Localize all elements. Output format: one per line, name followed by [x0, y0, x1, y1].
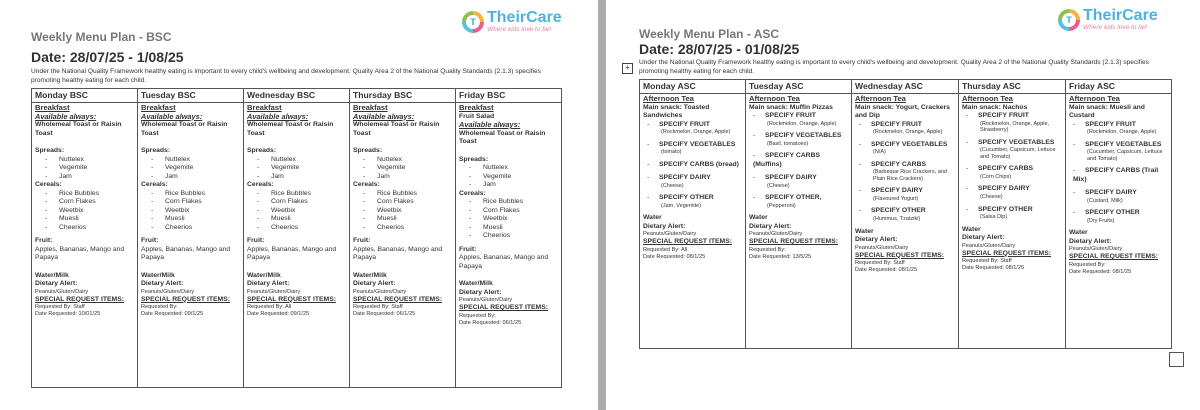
specify-fruit: - SPECIFY FRUIT [647, 121, 742, 130]
special-request: SPECIAL REQUEST ITEMS: [1069, 253, 1158, 261]
day-cell [138, 103, 244, 388]
specify-vegetables-detail: (tomato) [661, 149, 682, 156]
main-snack: Main snack: Muesli and Custard [1069, 103, 1145, 119]
day-header: Wednesday ASC [852, 80, 959, 94]
specify-vegetables-detail: (Cucumber, Capsicum, Lettuce and Tomato) [1087, 149, 1163, 162]
logo-brand: TheirCare [487, 9, 562, 26]
requested-by: Requested By: All [643, 246, 688, 253]
day-header: Friday ASC [1066, 80, 1172, 94]
intro-text: Under the National Quality Framework healthy eating is important to every child's wellbeing and development. Quality Area 2 of the National Quality Standards (2.1.3) specifies promoting healthy eating for each child. [31, 68, 541, 84]
available-always: Available always: [35, 111, 97, 121]
cereals-label: Cereals: [141, 181, 168, 188]
cereals-label: Cereals: [247, 181, 274, 188]
spreads-list [35, 156, 134, 182]
specify-carbs: - SPECIFY CARBS (Trail Mix) [1073, 167, 1168, 184]
special-request: SPECIAL REQUEST ITEMS: [962, 249, 1051, 257]
day-cell [244, 103, 350, 388]
allergens: Peanuts/Gluten/Dairy [1069, 246, 1123, 253]
main-snack: Main snack: Nachos [962, 103, 1028, 111]
spreads-label: Spreads: [353, 147, 383, 154]
spacer [353, 263, 452, 272]
specify-other-detail: (Hummus, Tzatziki) [873, 215, 921, 222]
specify-fruit-detail: (Rockmelon, Orange, Apple) [873, 129, 943, 135]
specify-dairy: - SPECIFY DAIRY [966, 185, 1062, 194]
cereals-list-item: - Corn Flakes [45, 198, 134, 207]
main-item: Wholemeal Toast or Raisin Toast [141, 121, 228, 137]
available-always: Available always: [459, 120, 521, 129]
meal-heading: Afternoon Tea [855, 94, 906, 103]
water-label: Water [855, 227, 874, 235]
cereals-list [35, 190, 134, 233]
date-requested: Date Requested: 09/1/25 [247, 311, 310, 317]
main-snack: Main snack: Toasted Sandwiches [643, 103, 710, 119]
fruit-text: Apples, Bananas, Mango and Papaya [353, 245, 443, 261]
specify-dairy: - SPECIFY DAIRY [647, 174, 742, 183]
date-requested: Date Requested: 08/1/25 [962, 265, 1025, 272]
available-always: Available always: [141, 111, 203, 121]
spacer [141, 263, 240, 272]
spreads-list-item: - Jam [469, 181, 558, 190]
cereals-list-item: - Cheerios [45, 224, 134, 233]
available-always: Available always: [247, 111, 309, 121]
day-header: Thursday BSC [350, 89, 456, 103]
intro-text: Under the National Quality Framework healthy eating is important to every child's wellbeing and development. Quality Area 2 of the National Quality Standards (2.1.3) specifies promoting healthy eating for each child. [639, 59, 1149, 75]
cereals-list-item: - Cheerios [469, 232, 558, 241]
cereals-list-item: - Muesli [363, 215, 452, 224]
special-request: SPECIAL REQUEST ITEMS: [643, 238, 732, 246]
cereals-list-item: - Corn Flakes [257, 198, 346, 207]
asc-page [606, 0, 1200, 410]
spreads-label: Spreads: [35, 147, 65, 154]
spreads-list [141, 156, 240, 182]
bsc-page [0, 0, 598, 410]
main-item: Wholemeal Toast or Raisin Toast [247, 121, 334, 137]
allergens: Peanuts/Gluten/Dairy [749, 231, 803, 238]
requested-by: Requested By: [749, 246, 786, 253]
main-item: Wholemeal Toast or Raisin Toast [35, 121, 122, 137]
fruit-label: Fruit: [459, 245, 477, 253]
specify-carbs-detail: (Barbeque Rice Crackers, and Plain Rice Crackers) [873, 169, 947, 182]
cereals-list [141, 190, 240, 233]
specify-carbs: - SPECIFY CARBS [859, 161, 955, 170]
spreads-list-item: - Jam [257, 173, 346, 182]
spreads-list-item: - Nuttelex [469, 164, 558, 173]
day-cell [32, 103, 138, 388]
logo-brand: TheirCare [1083, 7, 1158, 24]
specify-other: - SPECIFY OTHER [966, 206, 1062, 215]
specify-other-detail: (Salsa Dip) [980, 214, 1008, 221]
spreads-list [353, 156, 452, 182]
specify-dairy: - SPECIFY DAIRY [859, 187, 955, 196]
theircare-logo [462, 10, 562, 34]
specify-fruit-detail: (Rockmelon, Orange, Apple, Strawberry) [980, 120, 1050, 134]
specify-fruit: - SPECIFY FRUIT [966, 112, 1062, 121]
specify-other: - SPECIFY OTHER [859, 207, 955, 216]
water-label: Water [962, 225, 981, 233]
spreads-list-item: - Vegemite [151, 164, 240, 173]
fruit-text: Apples, Bananas, Mango and Papaya [247, 245, 337, 261]
spreads-list [247, 156, 346, 182]
requested-by: Requested By: Staff [353, 304, 403, 310]
specify-carbs-detail: (Corn Chips) [980, 173, 1012, 180]
specify-other: - SPECIFY OTHER, [753, 194, 848, 203]
specify-fruit: - SPECIFY FRUIT [859, 121, 955, 130]
cereals-list-item: - Cheerios [363, 224, 452, 233]
specify-fruit: - SPECIFY FRUIT [753, 112, 848, 121]
spreads-list-item: - Nuttelex [45, 156, 134, 165]
specify-dairy-detail: (Cheese) [980, 193, 1003, 200]
dietary-alert: Dietary Alert: [643, 222, 686, 230]
date-requested: Date Requested: 09/1/25 [141, 311, 204, 317]
allergens: Peanuts/Gluten/Dairy [353, 288, 407, 295]
special-request: SPECIAL REQUEST ITEMS: [353, 295, 442, 303]
bsc-menu-table [31, 88, 562, 388]
requested-by: Requested By: [1069, 261, 1106, 268]
specify-other-detail: (Dry Fruits) [1087, 217, 1115, 224]
specify-other-detail: (Jam, Vegemite) [661, 202, 702, 209]
fruit-salad: Fruit Salad [459, 112, 495, 120]
fruit-text: Apples, Bananas, Mango and Papaya [459, 254, 549, 270]
spreads-list [459, 164, 558, 190]
cereals-label: Cereals: [353, 181, 380, 188]
date-requested: Date Requested: 08/1/25 [1069, 268, 1132, 275]
asc-menu-table [639, 79, 1172, 349]
page-title: Weekly Menu Plan - ASC [639, 27, 780, 41]
allergens: Peanuts/Gluten/Dairy [459, 297, 513, 303]
water-label: Water [643, 214, 662, 222]
date-range: Date: 28/07/25 - 01/08/25 [639, 41, 800, 57]
specify-vegetables: - SPECIFY VEGETABLES [966, 139, 1062, 148]
spreads-list-item: - Jam [45, 173, 134, 182]
logo-tagline: Where kids love to be! [1083, 24, 1148, 31]
spreads-list-item: - Nuttelex [257, 156, 346, 165]
specify-vegetables-detail: (N/A) [873, 149, 886, 156]
specify-carbs: - SPECIFY CARBS (Muffins) [753, 152, 848, 169]
day-cell [640, 94, 746, 349]
specify-carbs: - SPECIFY CARBS [966, 165, 1062, 174]
spreads-list-item: - Vegemite [469, 173, 558, 182]
cereals-list [459, 198, 558, 241]
dietary-alert: Dietary Alert: [141, 280, 184, 287]
requested-by: Requested By: All [247, 304, 292, 310]
meal-heading: Afternoon Tea [962, 94, 1013, 103]
cereals-list-item: - Cheerios [151, 224, 240, 233]
specify-other-detail: (Pepperoni) [767, 202, 796, 209]
main-item: Wholemeal Toast or Raisin Toast [353, 121, 440, 137]
fruit-text: Apples, Bananas, Mango and Papaya [141, 245, 231, 261]
cereals-list-item: - Corn Flakes [363, 198, 452, 207]
cereals-list-item: - Rice Bubbles [469, 198, 558, 207]
day-header: Monday ASC [640, 80, 746, 94]
special-request: SPECIAL REQUEST ITEMS: [459, 304, 548, 311]
spacer [35, 138, 134, 147]
water-label: Water/Milk [141, 271, 175, 279]
fruit-label: Fruit: [141, 237, 159, 244]
cereals-list-item: - Weetbix [469, 215, 558, 224]
specify-fruit-detail: (Rockmelon, Orange, Apple) [767, 120, 837, 127]
day-cell [852, 94, 959, 349]
cereals-list-item: - Weetbix [363, 207, 452, 216]
cereals-list-item: - Muesli [45, 215, 134, 224]
specify-other: - SPECIFY OTHER [647, 194, 742, 203]
specify-fruit-detail: (Rockmelon, Orange, Apple) [661, 129, 731, 135]
theircare-logo-icon: T [462, 11, 484, 33]
allergens: Peanuts/Gluten/Dairy [855, 244, 909, 251]
requested-by: Requested By: [459, 312, 496, 319]
spreads-list-item: - Jam [363, 173, 452, 182]
meal-heading: Breakfast [459, 103, 494, 112]
cereals-list-item: - Weetbix [151, 207, 240, 216]
spacer [353, 138, 452, 147]
spreads-list-item: - Vegemite [45, 164, 134, 173]
cereals-list-item: - Corn Flakes [469, 207, 558, 216]
special-request: SPECIAL REQUEST ITEMS: [749, 238, 838, 246]
specify-fruit: - SPECIFY FRUIT [1073, 121, 1168, 130]
cereals-label: Cereals: [35, 181, 62, 188]
day-cell [1066, 94, 1172, 349]
spreads-list-item: - Nuttelex [363, 156, 452, 165]
allergens: Peanuts/Gluten/Dairy [247, 288, 301, 295]
day-header: Friday BSC [456, 89, 562, 103]
table-move-handle-icon[interactable]: + [622, 63, 633, 74]
specify-vegetables-detail: (Cucumber, Capsicum, Lettuce and Tomato) [980, 147, 1056, 160]
allergens: Peanuts/Gluten/Dairy [643, 231, 697, 238]
special-request: SPECIAL REQUEST ITEMS: [35, 295, 124, 303]
specify-fruit-detail: (Rockmelon, Orange, Apple) [1087, 129, 1157, 135]
spreads-list-item: - Nuttelex [151, 156, 240, 165]
cereals-list-item: - Muesli [257, 215, 346, 224]
dietary-alert: Dietary Alert: [1069, 237, 1112, 245]
day-header: Wednesday BSC [244, 89, 350, 103]
meal-heading: Afternoon Tea [1069, 94, 1120, 103]
theircare-logo-icon: T [1058, 9, 1080, 31]
fruit-text: Apples, Bananas, Mango and Papaya [35, 245, 125, 261]
fruit-label: Fruit: [35, 237, 53, 244]
day-cell [456, 103, 562, 388]
theircare-logo [1058, 8, 1158, 32]
date-requested: Date Requested: 08/1/25 [643, 253, 706, 260]
date-requested: Date Requested: 06/1/25 [459, 319, 522, 326]
water-label: Water [749, 214, 768, 222]
specify-dairy-detail: (Cheese) [661, 182, 684, 189]
specify-vegetables: - SPECIFY VEGETABLES [753, 132, 848, 141]
cereals-list [353, 190, 452, 233]
day-header: Monday BSC [32, 89, 138, 103]
day-cell [959, 94, 1066, 349]
cereals-list-item: - Muesli [151, 215, 240, 224]
special-request: SPECIAL REQUEST ITEMS: [855, 251, 944, 259]
cereals-list-item: - Muesli [469, 224, 558, 233]
special-request: SPECIAL REQUEST ITEMS: [141, 295, 230, 303]
meal-heading: Afternoon Tea [749, 94, 800, 103]
meal-heading: Breakfast [353, 103, 388, 112]
spreads-list-item: - Jam [151, 173, 240, 182]
spreads-label: Spreads: [141, 147, 171, 154]
logo-tagline: Where kids love to be! [487, 26, 552, 33]
cereals-list [247, 190, 346, 233]
cereals-list-item: - Weetbix [45, 207, 134, 216]
specify-vegetables-detail: (Basil, tomatoes) [767, 140, 809, 147]
cereals-list-item: - Weetbix [257, 207, 346, 216]
cereals-list-item: - Rice Bubbles [363, 190, 452, 199]
specify-dairy-detail: (Cheese) [767, 182, 790, 189]
dietary-alert: Dietary Alert: [749, 222, 792, 230]
meal-heading: Breakfast [247, 103, 282, 112]
water-label: Water [1069, 229, 1088, 237]
requested-by: Requested By: Staff [35, 304, 85, 310]
cereals-list-item: - Corn Flakes [151, 198, 240, 207]
dietary-alert: Dietary Alert: [855, 236, 898, 244]
specify-other: - SPECIFY OTHER [1073, 209, 1168, 218]
date-requested: Date Requested: 08/1/25 [855, 267, 918, 274]
spacer [459, 147, 558, 156]
main-item: Wholemeal Toast or Raisin Toast [459, 129, 546, 145]
fruit-label: Fruit: [247, 237, 265, 244]
spacer [247, 263, 346, 272]
cereals-list-item: - Rice Bubbles [45, 190, 134, 199]
spacer [247, 138, 346, 147]
dietary-alert: Dietary Alert: [353, 280, 396, 287]
day-header: Tuesday ASC [746, 80, 852, 94]
meal-heading: Breakfast [35, 103, 70, 112]
fruit-label: Fruit: [353, 237, 371, 244]
day-header: Thursday ASC [959, 80, 1066, 94]
main-snack: Main snack: Yogurt, Crackers and Dip [855, 103, 950, 119]
dietary-alert: Dietary Alert: [35, 280, 78, 287]
cereals-list-item: - Cheerios [257, 224, 346, 233]
specify-vegetables: - SPECIFY VEGETABLES [647, 141, 742, 150]
specify-carbs: - SPECIFY CARBS (bread) [647, 161, 742, 170]
spacer [459, 271, 558, 280]
water-label: Water/Milk [353, 271, 387, 279]
allergens: Peanuts/Gluten/Dairy [962, 242, 1016, 249]
meal-heading: Afternoon Tea [643, 94, 694, 103]
specify-vegetables: - SPECIFY VEGETABLES [859, 141, 955, 150]
specify-vegetables: - SPECIFY VEGETABLES [1073, 141, 1168, 150]
available-always: Available always: [353, 111, 415, 121]
water-label: Water/Milk [247, 271, 281, 279]
requested-by: Requested By: [141, 304, 178, 310]
requested-by: Requested By: Staff [962, 258, 1012, 265]
specify-dairy: - SPECIFY DAIRY [1073, 189, 1168, 198]
dietary-alert: Dietary Alert: [459, 288, 502, 296]
day-header: Tuesday BSC [138, 89, 244, 103]
date-requested: Date Requested: 06/1/25 [353, 311, 416, 317]
requested-by: Requested By: Staff [855, 260, 905, 267]
specify-dairy-detail: (Custard, Milk) [1087, 197, 1123, 204]
spacer [35, 263, 134, 272]
specify-dairy-detail: (Flavoured Yogurt) [873, 195, 919, 202]
dietary-alert: Dietary Alert: [247, 280, 290, 287]
water-label: Water/Milk [459, 280, 493, 287]
spreads-list-item: - Vegemite [363, 164, 452, 173]
cereals-list-item: - Rice Bubbles [257, 190, 346, 199]
cereals-label: Cereals: [459, 189, 486, 197]
meal-heading: Breakfast [141, 103, 176, 112]
day-cell [350, 103, 456, 388]
day-cell [746, 94, 852, 349]
spreads-label: Spreads: [459, 155, 489, 163]
allergens: Peanuts/Gluten/Dairy [35, 288, 89, 295]
date-requested: Date Requested: 13/5/25 [749, 253, 812, 260]
main-snack: Main snack: Muffin Pizzas [749, 103, 833, 111]
special-request: SPECIAL REQUEST ITEMS: [247, 295, 336, 303]
page-title: Weekly Menu Plan - BSC [31, 30, 172, 44]
spacer [141, 138, 240, 147]
specify-dairy: - SPECIFY DAIRY [753, 174, 848, 183]
dietary-alert: Dietary Alert: [962, 234, 1005, 242]
spreads-label: Spreads: [247, 147, 277, 154]
date-range: Date: 28/07/25 - 1/08/25 [31, 49, 184, 65]
water-label: Water/Milk [35, 271, 69, 279]
cereals-list-item: - Rice Bubbles [151, 190, 240, 199]
table-resize-handle[interactable] [1169, 352, 1184, 367]
date-requested: Date Requested: 10/01/25 [35, 311, 101, 317]
spreads-list-item: - Vegemite [257, 164, 346, 173]
allergens: Peanuts/Gluten/Dairy [141, 288, 195, 295]
